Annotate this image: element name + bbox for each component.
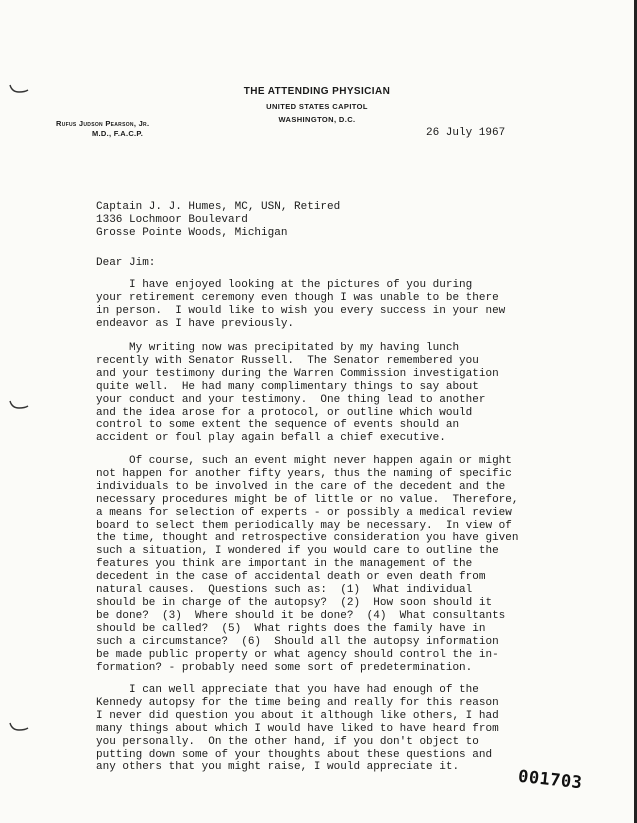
body-line: decedent in the case of accidental death or even death from <box>96 571 486 584</box>
letterhead-office: UNITED STATES CAPITOL <box>266 102 368 111</box>
body-line: Of course, such an event might never happen again or might <box>96 455 512 467</box>
body-line: in person. I would like to wish you every success in your new <box>96 304 506 317</box>
recipient-line: 1336 Lochmoor Boulevard <box>96 213 248 226</box>
body-line: accident or foul play again befall a chief executive. <box>96 432 446 445</box>
punch-hole-icon <box>8 84 30 94</box>
body-line: not happen for another fifty years, thus the naming of specific <box>96 467 512 480</box>
body-line: should be in charge of the autopsy? (2) How soon should it <box>96 596 493 609</box>
letterhead-title: THE ATTENDING PHYSICIAN <box>243 86 391 97</box>
body-line: the time, thought and retrospective consideration you have given <box>96 532 519 545</box>
body-line: individuals to be involved in the care of the decedent and the <box>96 480 506 493</box>
recipient-address <box>96 201 340 240</box>
body-line: I can well appreciate that you have had enough of the <box>96 684 479 696</box>
body-line: recently with Senator Russell. The Senator remembered you <box>96 354 479 367</box>
letter-date: 26 July 1967 <box>426 127 506 139</box>
body-line: your retirement ceremony even though I was unable to be there <box>96 291 499 304</box>
letterhead-city: WASHINGTON, D.C. <box>278 115 356 124</box>
recipient-line: Captain J. J. Humes, MC, USN, Retired <box>96 201 341 213</box>
body-line: natural causes. Questions such as: (1) What individual <box>96 584 473 597</box>
body-line: putting down some of your thoughts about these questions and <box>96 748 493 761</box>
body-line: endeavor as I have previously. <box>96 317 295 330</box>
sender-name: Rufus Judson Pearson, Jr. <box>56 119 150 128</box>
body-line: be made public property or what agency should control the in- <box>96 648 499 661</box>
body-line: Kennedy autopsy for the time being and really for this reason <box>96 696 499 709</box>
body-line: features you think are important in the management of the <box>96 558 473 571</box>
body-line: be done? (3) Where should it be done? (4) What consultants <box>96 609 506 622</box>
body-line: My writing now was precipitated by my having lunch <box>96 342 460 354</box>
body-paragraph-3 <box>96 455 518 674</box>
body-line: necessary procedures might be of little or no value. Therefore, <box>96 493 519 506</box>
document-stamp-number: 001703 <box>517 766 584 794</box>
body-line: control to some extent the sequence of events should an <box>96 419 460 432</box>
body-line: I never did question you about it although like others, I had <box>96 709 499 722</box>
body-line: such a circumstance? (6) Should all the autopsy information <box>96 635 499 648</box>
body-line: quite well. He had many complimentary things to say about <box>96 380 479 393</box>
salutation: Dear Jim: <box>96 257 156 269</box>
body-line: you personally. On the other hand, if you don't object to <box>96 735 479 748</box>
body-line: many things about which I would have liked to have heard from <box>96 722 499 735</box>
recipient-line: Grosse Pointe Woods, Michigan <box>96 226 288 239</box>
body-line: and your testimony during the Warren Commission investigation <box>96 367 499 380</box>
body-line: your conduct and your testimony. One thing lead to another <box>96 393 486 406</box>
body-line: a means for selection of experts - or possibly a medical review <box>96 506 512 519</box>
body-line: such a situation, I wondered if you would care to outline the <box>96 545 499 558</box>
body-line: I have enjoyed looking at the pictures of you during <box>96 279 473 291</box>
body-line: board to select them periodically may be necessary. In view of <box>96 519 512 532</box>
punch-hole-icon <box>8 722 30 732</box>
sender-credentials: M.D., F.A.C.P. <box>92 129 144 138</box>
body-line: should be called? (5) What rights does the family have in <box>96 622 486 635</box>
body-paragraph-1 <box>96 279 505 331</box>
body-line: formation? - probably need some sort of predetermination. <box>96 661 473 674</box>
punch-hole-icon <box>8 400 30 410</box>
body-line: and the idea arose for a protocol, or outline which would <box>96 406 473 419</box>
body-paragraph-2 <box>96 342 499 445</box>
body-line: any others that you might raise, I would appreciate it. <box>96 761 460 774</box>
body-paragraph-4 <box>96 684 499 774</box>
